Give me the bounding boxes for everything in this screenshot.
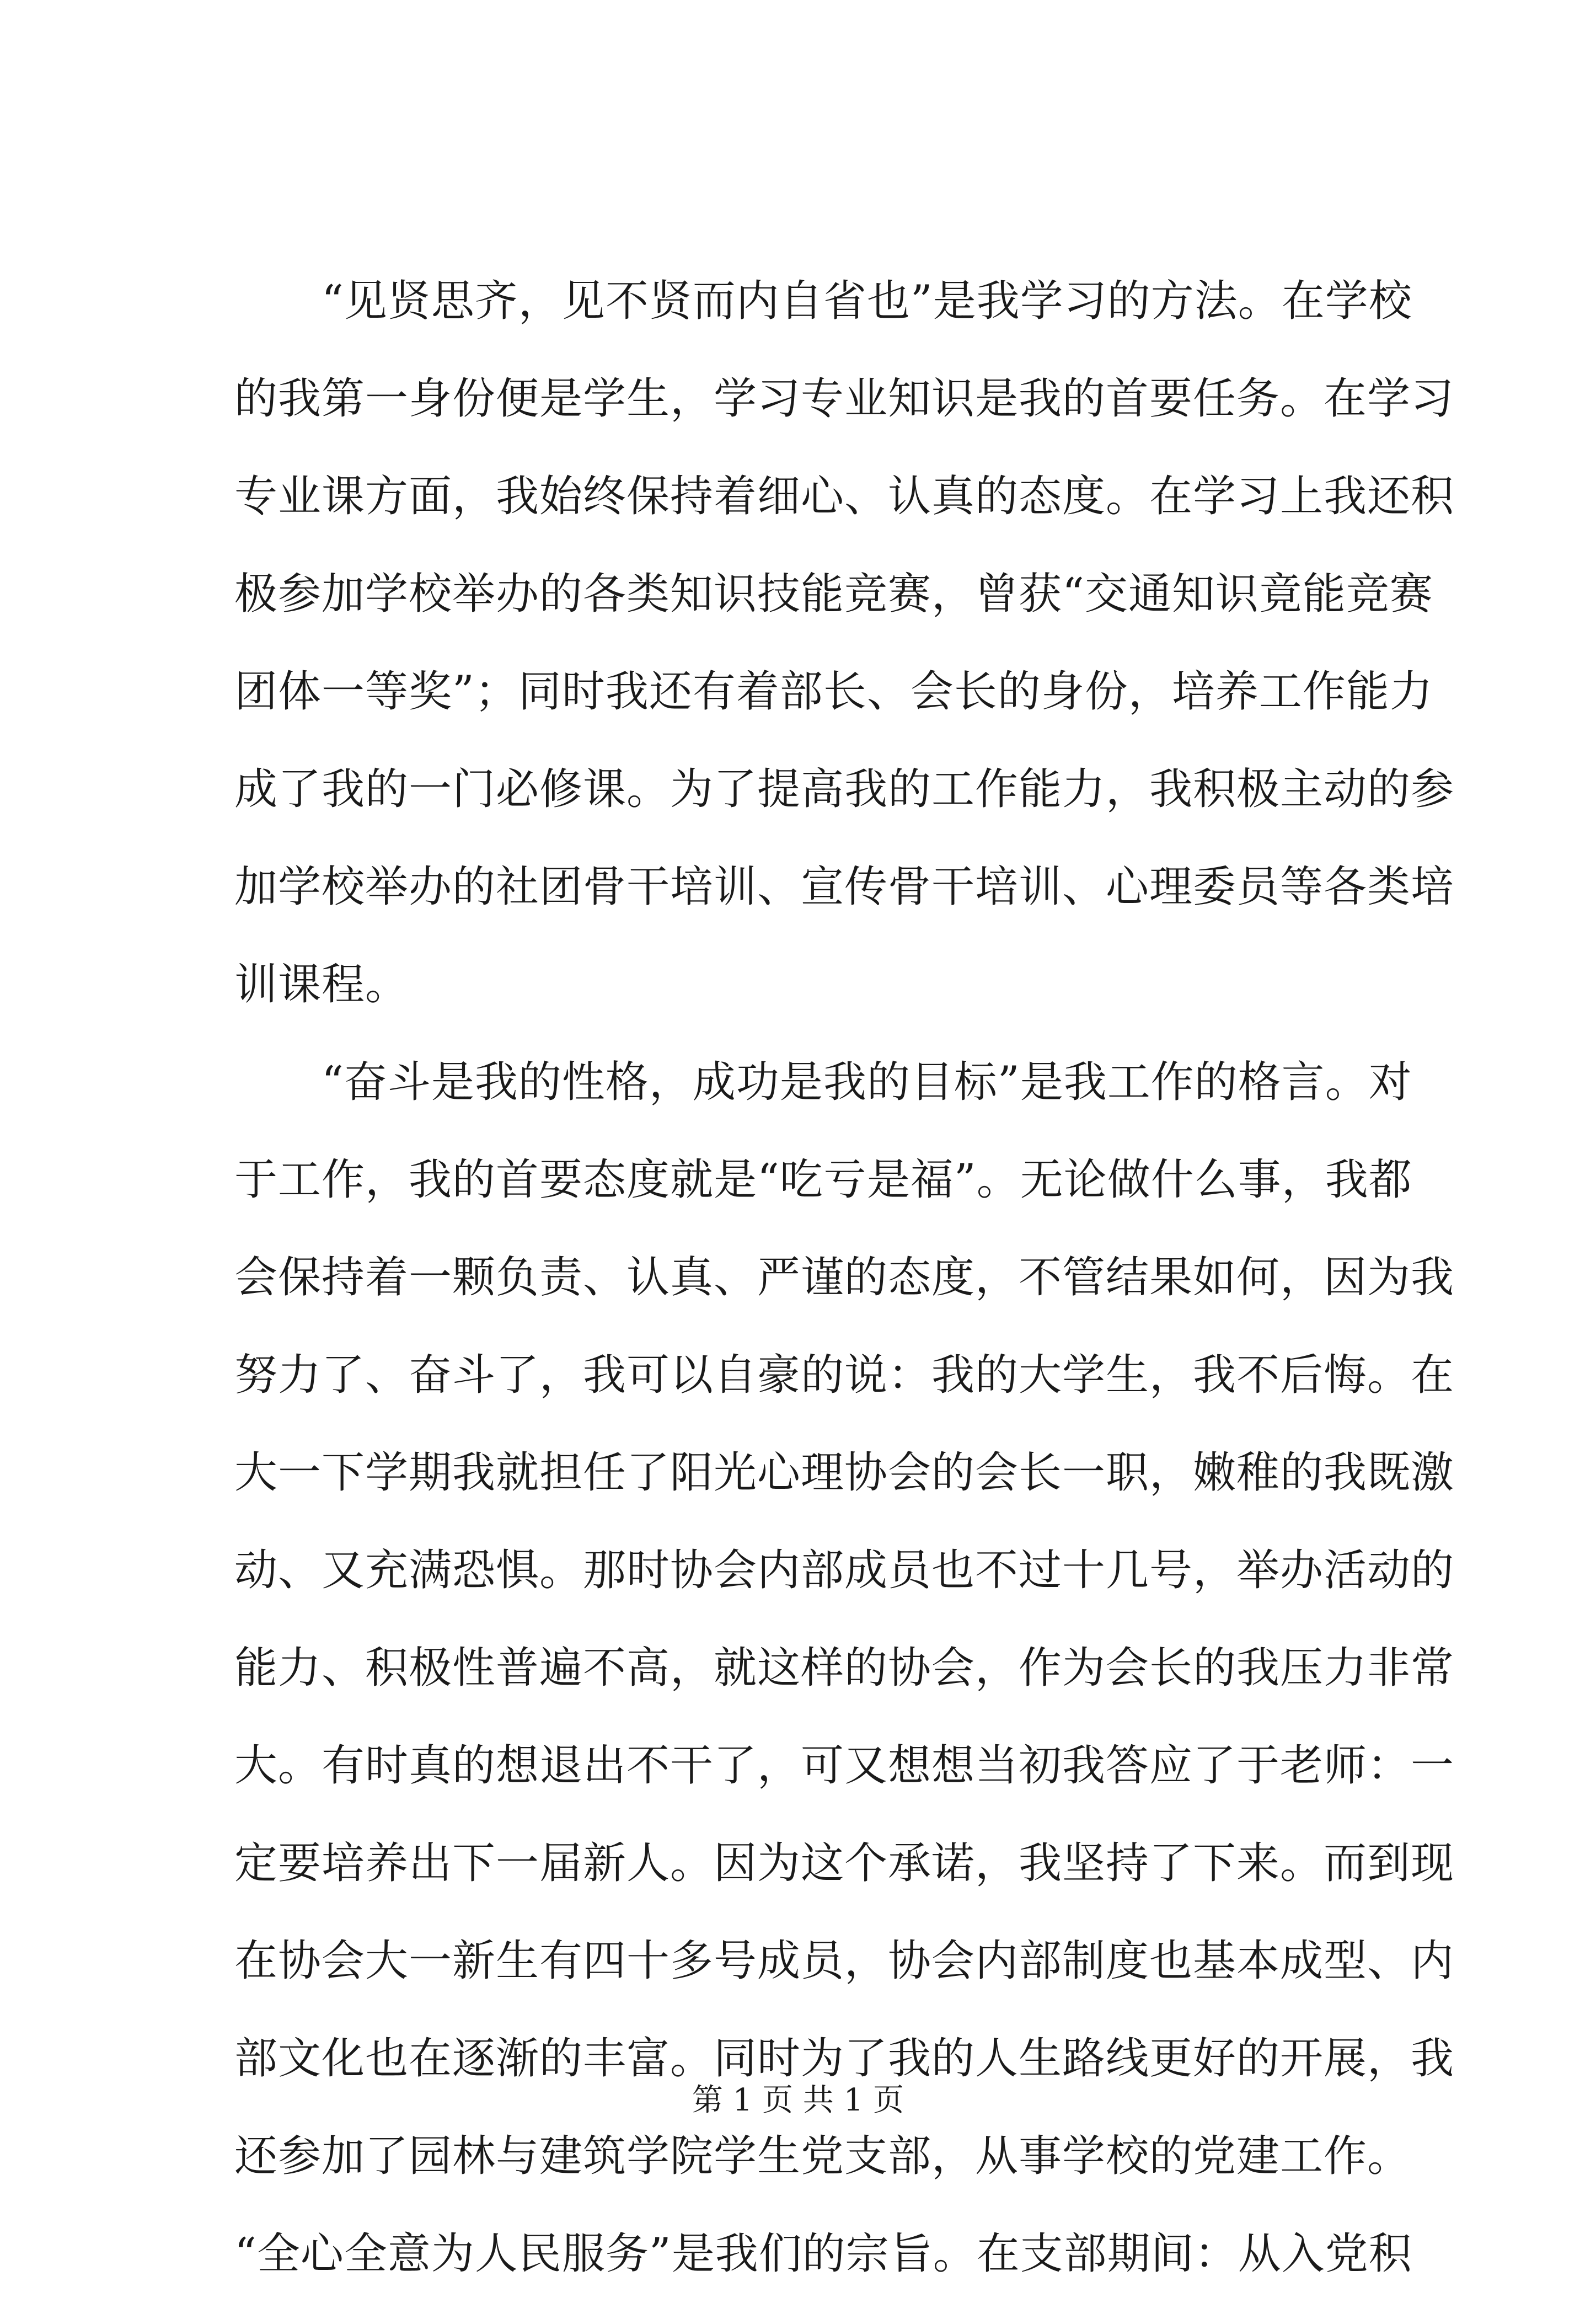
text-line: 大。有时真的想退出不干了，可又想想当初我答应了于老师：一 [234,1741,1455,1791]
paragraph-1 [234,253,1455,1034]
text-line: 于工作，我的首要态度就是“吃亏是福”。无论做什么事，我都 [234,1155,1412,1205]
text-line: 定要培养出下一届新人。因为这个承诺，我坚持了下来。而到现 [234,1839,1455,1888]
text-line: 加学校举办的社团骨干培训、宣传骨干培训、心理委员等各类培 [234,862,1455,912]
text-line: 还参加了园林与建筑学院学生党支部，从事学校的党建工作。 [234,2131,1411,2181]
text-line: 会保持着一颗负责、认真、严谨的态度，不管结果如何，因为我 [234,1253,1455,1302]
text-line: 极参加学校举办的各类知识技能竞赛，曾获“交通知识竟能竞赛 [234,569,1433,619]
text-line: 动、又充满恐惧。那时协会内部成员也不过十几号，举办活动的 [234,1546,1455,1595]
text-line: 团体一等奖”；同时我还有着部长、会长的身份，培养工作能力 [234,667,1433,717]
text-line: 努力了、奋斗了，我可以自豪的说：我的大学生，我不后悔。在 [234,1350,1455,1400]
text-line: 能力、积极性普遍不高，就这样的协会，作为会长的我压力非常 [234,1643,1455,1693]
text-line: 专业课方面，我始终保持着细心、认真的态度。在学习上我还积 [234,472,1455,521]
text-line: “见贤思齐，见不贤而内自省也”是我学习的方法。在学校 [234,276,1412,326]
text-line: “奋斗是我的性格，成功是我的目标”是我工作的格言。对 [234,1057,1412,1107]
page-footer [0,2078,1596,2123]
text-line: 成了我的一门必修课。为了提高我的工作能力，我积极主动的参 [234,765,1455,814]
text-line: 大一下学期我就担任了阳光心理协会的会长一职，嫩稚的我既激 [234,1448,1455,1498]
page-number: 第 1 页 共 1 页 [692,2082,904,2118]
body-text [234,253,1455,2303]
text-line: 训课程。 [234,960,409,1009]
text-line: 的我第一身份便是学生，学习专业知识是我的首要任务。在学习 [234,374,1455,424]
text-line: 部文化也在逐渐的丰富。同时为了我的人生路线更好的开展，我 [234,2034,1455,2083]
text-line: 在协会大一新生有四十多号成员，协会内部制度也基本成型、内 [234,1936,1455,1986]
text-line: “全心全意为人民服务”是我们的宗旨。在支部期间：从入党积 [234,2229,1412,2279]
